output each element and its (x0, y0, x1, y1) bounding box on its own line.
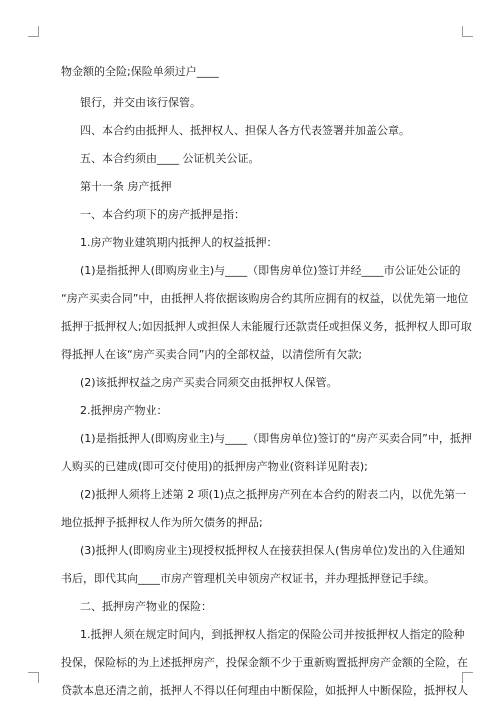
text-line: (2)该抵押权益之房产买卖合同须交由抵押权人保管。 (80, 376, 338, 389)
text-line: “房产买卖合同”中，由抵押人将依据该购房合约其所应拥有的权益，以优先第一地位 (61, 292, 469, 305)
text-line: 抵押于抵押权人;如因抵押人或担保人未能履行还款责任或担保义务，抵押权人即可取 (61, 320, 472, 333)
text-line: 一、本合约项下的房产抵押是指： (80, 208, 245, 221)
text-line: 四、本合约由抵押人、抵押权人、担保人各方代表签署并加盖公章。 (80, 124, 410, 137)
text-line: 得抵押人在该“房产买卖合同”内的全部权益，以清偿所有欠款; (61, 348, 363, 361)
text-line: 二、抵押房产物业的保险： (80, 600, 212, 613)
text-line: (1)是指抵押人(即购房业主)与____（即售房单位)签订的“房产买卖合同”中，抵押 (80, 432, 472, 445)
crop-mark-bottom-left (28, 672, 39, 683)
text-line: (1)是指抵押人(即购房业主)与____（即售房单位)签订并经____市公证处公证的 (80, 264, 461, 277)
text-line: 物金额的全险;保险单须过户____ (61, 65, 219, 78)
text-line: 1.抵押人须在规定时间内，到抵押权人指定的保险公司并按抵押权人指定的险种 (80, 628, 465, 641)
text-line: 2.抵押房产物业： (80, 404, 168, 417)
text-line: 贷款本息还清之前，抵押人不得以任何理由中断保险，如抵押人中断保险，抵押权人 (61, 684, 468, 697)
text-line: 书后，即代其向____市房产管理机关申领房产权证书，并办理抵押登记手续。 (61, 572, 435, 585)
text-line: 人购买的已建成(即可交付使用)的抵押房产物业(资料详见附表); (61, 460, 368, 473)
text-line: 五、本合约须由____ 公证机关公证。 (80, 152, 260, 165)
crop-mark-top-right (462, 26, 473, 37)
text-line: 投保，保险标的为上述抵押房产，投保金额不少于重新购置抵押房产金额的全险，在 (61, 656, 468, 669)
crop-mark-bottom-right (462, 672, 473, 683)
crop-mark-top-left (28, 26, 39, 37)
text-line: (2)抵押人须将上述第 2 项(1)点之抵押房产列在本合约的附表二内，以优先第一 (80, 488, 467, 501)
text-line: 银行，并交由该行保管。 (80, 96, 201, 109)
text-line: (3)抵押人(即购房业主)现授权抵押权人在接获担保人(售房单位)发出的入住通知 (80, 544, 465, 557)
text-line: 地位抵押予抵押权人作为所欠债务的押品; (61, 516, 263, 529)
text-line: 1.房产物业建筑期内抵押人的权益抵押： (80, 236, 278, 249)
section-heading: 第十一条 房产抵押 (80, 180, 172, 193)
